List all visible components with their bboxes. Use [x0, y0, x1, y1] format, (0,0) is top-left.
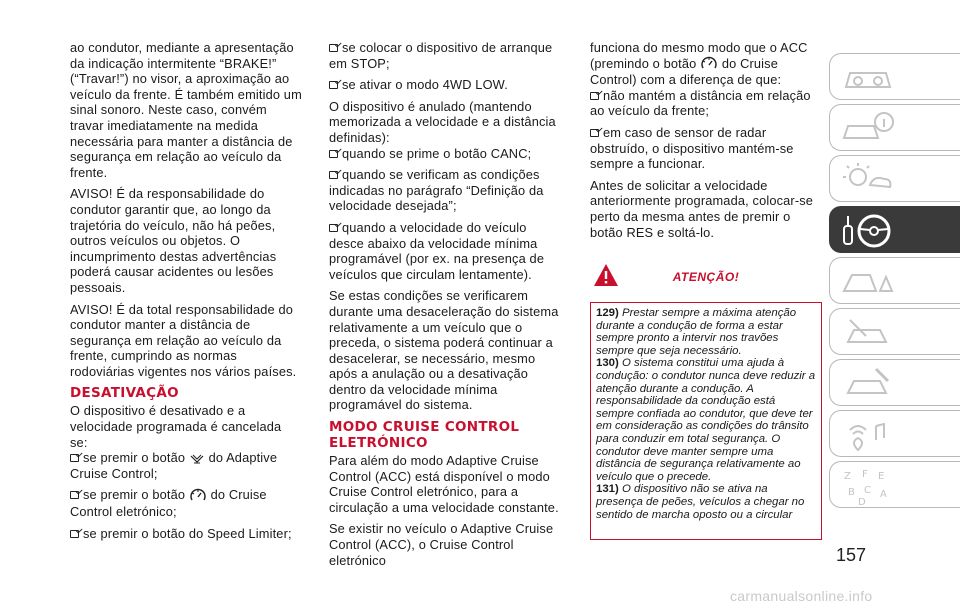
- note-number: 131): [596, 483, 619, 496]
- note-number: 129): [596, 307, 619, 319]
- checkmark-icon: [70, 454, 79, 462]
- svg-text:B: B: [848, 487, 855, 498]
- warning-box: [590, 302, 822, 540]
- checkmark-icon: [590, 92, 599, 100]
- warning-header: [590, 258, 822, 302]
- lights-weather-icon: [840, 161, 896, 197]
- tab-car-dashboard[interactable]: [829, 53, 960, 100]
- svg-text:Z: Z: [844, 471, 851, 482]
- tab-car-info[interactable]: [829, 104, 960, 151]
- checkmark-icon: [329, 224, 338, 232]
- list-item: se premir o botão do Speed Limiter;: [70, 526, 302, 542]
- paragraph: Antes de solicitar a velocidade anteriormente programada, colocar-se perto da mesma antes de premir o botão RES e soltá-lo.: [590, 177, 814, 240]
- checkmark-icon: [329, 44, 338, 52]
- paragraph: Se estas condições se verificarem durante uma desaceleração do sistema relativamente a um veículo que o preceda, o sistema poderá continuar a desacelerar, se necessário, mesmo após a anulação ou a desativação dentro da velocidade mínima programável do sistema.: [329, 288, 559, 413]
- paragraph: funciona do mesmo modo que o ACC (premindo o botão do Cruise Control) com a diferença de que:: [590, 40, 808, 88]
- section-title: MODO CRUISE CONTROL ELETRÓNICO: [329, 419, 520, 452]
- paragraph: ao condutor, mediante a apresentação da indicação intermitente “BRAKE!” (“Travar!”) no visor, a aproximação ao veículo da frente. É também emitido um sinal sonoro. Neste caso, convém travar imediatamente na medida necessária para manter a distância de segurança em relação ao veículo da frente.: [70, 40, 302, 180]
- list-item: se premir o botão do Adaptive Cruise Control;: [70, 450, 278, 481]
- note-number: 130): [596, 357, 619, 370]
- tools-car-icon: [840, 314, 896, 350]
- svg-text:F: F: [862, 469, 868, 480]
- svg-text:A: A: [880, 489, 887, 500]
- checkmark-icon: [329, 150, 338, 158]
- svg-text:E: E: [878, 471, 885, 482]
- tab-lights[interactable]: [829, 155, 960, 202]
- warning-item: 129) Prestar sempre a máxima atenção durante a condução de forma a estar sempre pronto a intervir nos travões sempre que seja necessário.: [596, 307, 797, 357]
- page-number: 157: [836, 545, 867, 565]
- paragraph: Se existir no veículo o Adaptive Cruise Control (ACC), o Cruise Control eletrónico: [329, 521, 554, 568]
- paragraph: AVISO! É da total responsabilidade do condutor manter a distância de segurança em relação ao veículo da frente, cumprindo as normas rodoviárias vigentes nos vários países.: [70, 301, 297, 379]
- svg-text:C: C: [864, 485, 871, 496]
- paragraph: O dispositivo é desativado e a velocidade programada é cancelada se:: [70, 403, 282, 450]
- wifi-music-location-icon: [840, 416, 896, 452]
- alphabet-index-icon: [840, 467, 896, 507]
- paragraph: AVISO! É da responsabilidade do condutor garantir que, ao longo da trajetória do veículo, não há peões, outros veículos ou objetos. O incumprimento destas advertências poderá causar acidentes ou lesões pessoais.: [70, 186, 277, 295]
- adaptive-cruise-icon: [189, 454, 205, 464]
- paragraph: O dispositivo é anulado (mantendo memorizada a velocidade e a distância definidas):: [329, 98, 556, 145]
- list-item: se ativar o modo 4WD LOW.: [329, 77, 565, 93]
- checkmark-icon: [329, 171, 338, 179]
- warning-item: 130) O sistema constitui uma ajuda à condução: o condutor nunca deve reduzir a atenção durante a condução. A responsabilidade da condução está sempre confiada ao condutor, que deve ter em consideração as condições do trânsito para conduzir em total segurança. O condutor deve manter sempre uma distância de segurança relativamente ao veículo que o precede.: [596, 357, 816, 483]
- svg-text:D: D: [858, 497, 866, 507]
- key-steering-wheel-icon: [840, 212, 896, 250]
- paragraph: Para além do modo Adaptive Cruise Control (ACC) está disponível o modo Cruise Control eletrónico, para a circulação a uma velocidade constante.: [329, 453, 559, 515]
- tab-driving[interactable]: [829, 206, 960, 253]
- column-3: [590, 40, 822, 246]
- cruise-control-icon: [189, 488, 207, 504]
- tab-breakdown[interactable]: [829, 257, 960, 304]
- car-dashboard-icon: [840, 59, 896, 95]
- list-item: quando se verificam as condições indicadas no parágrafo “Definição da velocidade desejada”;: [329, 167, 544, 214]
- column-1: [70, 40, 302, 547]
- list-item: em caso de sensor de radar obstruído, o dispositivo mantém-se sempre a funcionar.: [590, 125, 794, 172]
- list-item: quando se prime o botão CANC;: [329, 146, 565, 162]
- checkmark-icon: [70, 491, 79, 499]
- warning-item: 131) O dispositivo não se ativa na presença de peões, veículos a chegar no sentido de marcha oposto ou a circular: [596, 483, 805, 521]
- checkmark-icon: [329, 81, 338, 89]
- list-item: não mantém a distância em relação ao veículo da frente;: [590, 87, 811, 119]
- list-item: quando a velocidade do veículo desce abaixo da velocidade mínima programável (por ex. na presença de veículos que circulam lentamente).: [329, 219, 545, 282]
- tab-tools[interactable]: [829, 308, 960, 355]
- cruise-control-icon: [700, 56, 718, 72]
- list-item: se colocar o dispositivo de arranque em STOP;: [329, 40, 553, 71]
- chapter-sidebar: [829, 53, 960, 561]
- checkmark-icon: [590, 129, 599, 137]
- checkmark-icon: [70, 530, 79, 538]
- watermark: carmanualsonline.info: [730, 588, 873, 604]
- tab-multimedia[interactable]: [829, 410, 960, 457]
- car-breakdown-icon: [840, 263, 896, 299]
- list-item: se premir o botão do Cruise Control eletrónico;: [70, 487, 267, 520]
- car-info-icon: [840, 110, 896, 146]
- section-title: DESATIVAÇÃO: [70, 385, 179, 402]
- column-2: [329, 40, 565, 574]
- warning-title: ATENÇÃO!: [672, 270, 740, 284]
- wrench-car-icon: [840, 365, 896, 401]
- tab-index[interactable]: [829, 461, 960, 508]
- tab-maintenance[interactable]: [829, 359, 960, 406]
